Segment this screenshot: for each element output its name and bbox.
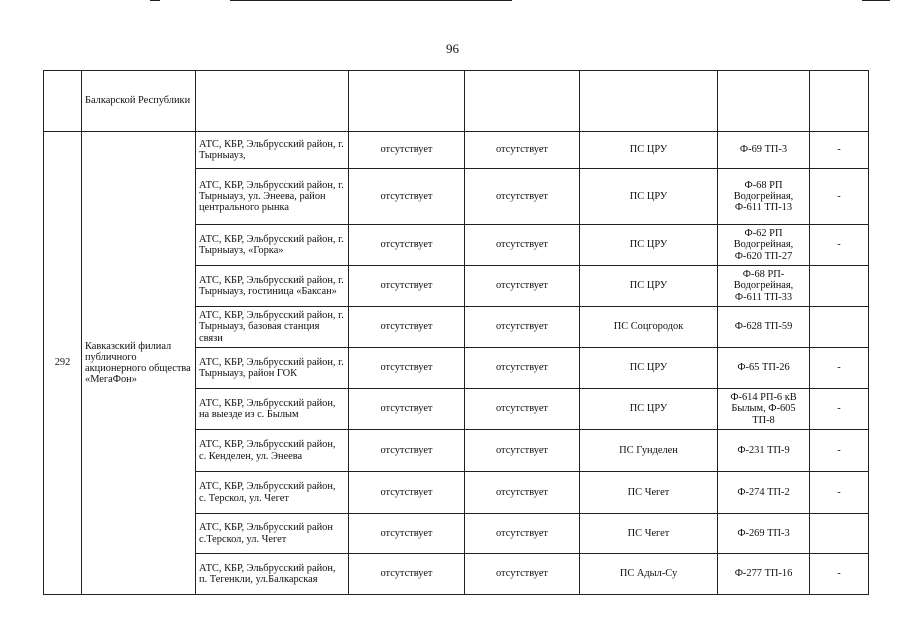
data-cell [349,71,465,132]
substation-cell: ПС Адыл-Су [580,554,718,595]
feeder-cell: Ф-65 ТП-26 [718,348,810,389]
data-cell: отсутствует [465,307,580,348]
organization-cell: Кавказский филиал публичного акционерного общества «МегаФон» [82,132,196,595]
data-cell: отсутствует [349,348,465,389]
table-row [44,71,869,132]
top-rule-left [150,0,160,1]
substation-cell: ПС ЦРУ [580,169,718,225]
feeder-cell: Ф-277 ТП-16 [718,554,810,595]
address-cell: АТС, КБР, Эльбрусский район, г. Тырныауз, район ГОК [196,348,349,389]
page-number: 96 [446,41,459,56]
address-cell: АТС, КБР, Эльбрусский район, г. Тырныауз, «Горка» [196,225,349,266]
address-cell: АТС, КБР, Эльбрусский район, г. Тырныауз, [196,132,349,169]
last-cell [810,266,869,307]
address-cell: АТС, КБР, Эльбрусский район, с. Кенделен, ул. Энеева [196,430,349,472]
data-cell: отсутствует [465,266,580,307]
last-cell [810,307,869,348]
feeder-cell [718,71,810,132]
last-cell: - [810,389,869,430]
document-table [43,70,869,595]
address-cell: АТС, КБР, Эльбрусский район, п. Тегенкли, ул.Балкарская [196,554,349,595]
last-cell: - [810,169,869,225]
data-cell: отсутствует [465,169,580,225]
substation-cell: ПС ЦРУ [580,389,718,430]
last-cell [810,514,869,554]
address-cell: АТС, КБР, Эльбрусский район, г. Тырныауз, базовая станция связи [196,307,349,348]
number-cell [44,71,82,132]
substation-cell: ПС ЦРУ [580,225,718,266]
feeder-cell: Ф-274 ТП-2 [718,472,810,514]
top-rule-right [862,0,890,1]
feeder-cell: Ф-62 РП Водогрейная, Ф-620 ТП-27 [718,225,810,266]
last-cell: - [810,430,869,472]
data-cell: отсутствует [349,514,465,554]
last-cell: - [810,348,869,389]
substation-cell: ПС Гунделен [580,430,718,472]
data-cell: отсутствует [465,225,580,266]
data-cell: отсутствует [349,307,465,348]
data-cell [465,71,580,132]
data-cell: отсутствует [349,554,465,595]
data-cell: отсутствует [465,348,580,389]
data-cell: отсутствует [349,169,465,225]
last-cell: - [810,132,869,169]
address-cell: АТС, КБР, Эльбрусский район, г. Тырныауз, гостиница «Баксан» [196,266,349,307]
substation-cell [580,71,718,132]
feeder-cell: Ф-69 ТП-3 [718,132,810,169]
data-cell: отсутствует [465,389,580,430]
last-cell [810,71,869,132]
address-cell: АТС, КБР, Эльбрусский район, г. Тырныауз, ул. Энеева, район центрального рынка [196,169,349,225]
data-cell: отсутствует [349,389,465,430]
data-cell: отсутствует [465,132,580,169]
feeder-cell: Ф-68 РП-Водогрейная, Ф-611 ТП-33 [718,266,810,307]
last-cell: - [810,472,869,514]
substation-cell: ПС Чегет [580,472,718,514]
substation-cell: ПС ЦРУ [580,266,718,307]
address-cell: АТС, КБР, Эльбрусский район, на выезде из с. Былым [196,389,349,430]
organization-cell: Балкарской Республики [82,71,196,132]
substation-cell: ПС ЦРУ [580,132,718,169]
data-cell: отсутствует [349,132,465,169]
substation-cell: ПС Чегет [580,514,718,554]
data-cell: отсутствует [349,266,465,307]
data-cell: отсутствует [349,430,465,472]
address-cell: АТС, КБР, Эльбрусский район, с. Терскол, ул. Чегет [196,472,349,514]
address-cell: АТС, КБР, Эльбрусский район с.Терскол, ул. Чегет [196,514,349,554]
data-cell: отсутствует [465,430,580,472]
feeder-cell: Ф-68 РП Водогрейная, Ф-611 ТП-13 [718,169,810,225]
data-cell: отсутствует [465,554,580,595]
data-cell: отсутствует [349,225,465,266]
data-cell: отсутствует [465,472,580,514]
feeder-cell: Ф-628 ТП-59 [718,307,810,348]
substation-cell: ПС Соцгородок [580,307,718,348]
row-number-cell: 292 [44,132,82,595]
data-cell: отсутствует [349,472,465,514]
feeder-cell: Ф-269 ТП-3 [718,514,810,554]
feeder-cell: Ф-614 РП-6 кВ Былым, Ф-605 ТП-8 [718,389,810,430]
feeder-cell: Ф-231 ТП-9 [718,430,810,472]
table-row [44,132,869,169]
last-cell: - [810,225,869,266]
substation-cell: ПС ЦРУ [580,348,718,389]
data-cell: отсутствует [465,514,580,554]
last-cell: - [810,554,869,595]
address-cell [196,71,349,132]
top-rule-mid [230,0,512,1]
